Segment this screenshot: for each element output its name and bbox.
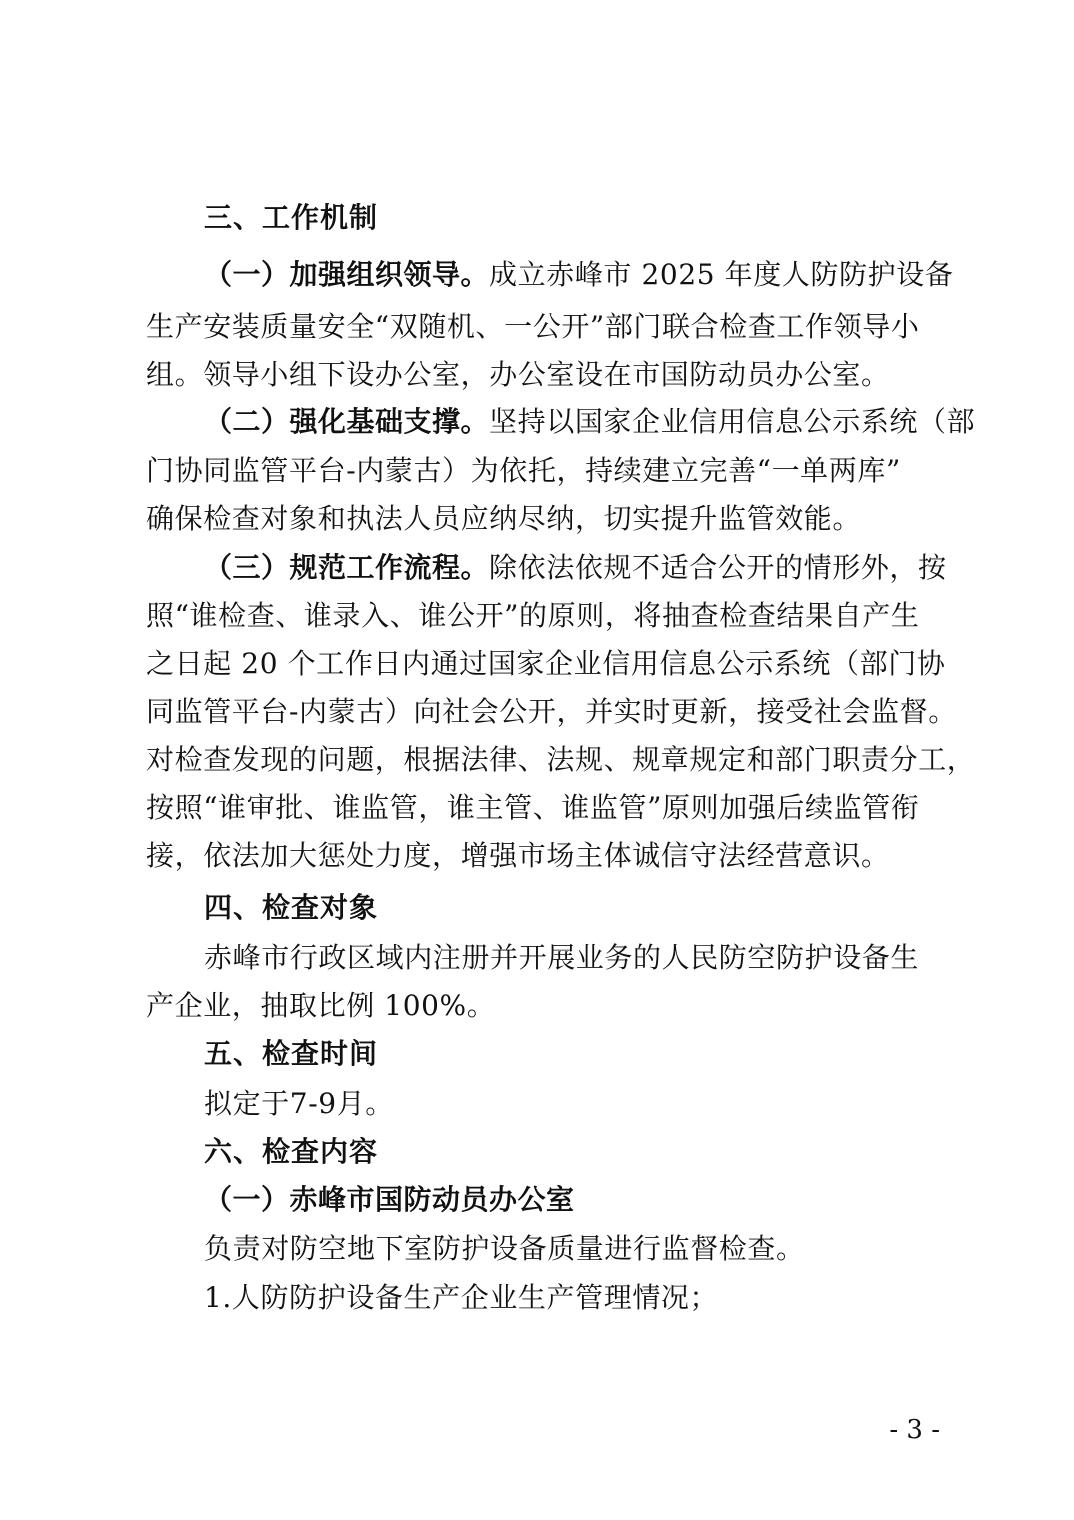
section-3-item-3-line-7: 接，依法加大惩处力度，增强市场主体诚信守法经营意识。 (146, 839, 890, 872)
section-3-item-1-line-3: 组。领导小组下设办公室，办公室设在市国防动员办公室。 (146, 358, 890, 391)
section-3-item-3-line-5: 对检查发现的问题，根据法律、法规、规章规定和部门职责分工， (146, 743, 976, 776)
item-2-text: 坚持以国家企业信用信息公示系统（部 (489, 405, 976, 438)
item-3-label: （三）规范工作流程。 (204, 551, 490, 584)
item-1-text: 成立赤峰市 2025 年度人防防护设备 (489, 258, 954, 291)
section-6-subheading-1: （一）赤峰市国防动员办公室 (204, 1183, 575, 1216)
section-4-line-1: 赤峰市行政区域内注册并开展业务的人民防空防护设备生 (204, 941, 920, 974)
page-number: - 3 - (889, 1415, 940, 1445)
section-3-item-2-first-line (204, 400, 976, 444)
section-3-item-1-line-2: 生产安装质量安全“双随机、一公开”部门联合检查工作领导小 (146, 310, 920, 343)
section-5-text: 拟定于7-9月。 (204, 1087, 394, 1120)
item-2-label: （二）强化基础支撑。 (204, 405, 490, 438)
section-5-heading: 五、检查时间 (204, 1037, 379, 1070)
section-3-heading: 三、工作机制 (204, 201, 379, 234)
section-3-item-2-line-3: 确保检查对象和执法人员应纳尽纳，切实提升监管效能。 (146, 502, 862, 535)
section-6-point-1: 1.人防防护设备生产企业生产管理情况； (204, 1281, 719, 1314)
item-3-text: 除依法依规不适合公开的情形外，按 (489, 551, 947, 584)
section-6-heading: 六、检查内容 (204, 1135, 379, 1168)
section-3-item-3-line-4: 同监管平台-内蒙古）向社会公开，并实时更新，接受社会监督。 (146, 695, 957, 728)
section-6-text: 负责对防空地下室防护设备质量进行监督检查。 (204, 1232, 805, 1265)
section-3-item-3-line-2: 照“谁检查、谁录入、谁公开”的原则，将抽查检查结果自产生 (146, 599, 920, 632)
section-3-item-1-first-line (204, 253, 954, 297)
section-4-heading: 四、检查对象 (204, 891, 379, 924)
section-3-item-3-line-3: 之日起 20 个工作日内通过国家企业信用信息公示系统（部门协 (146, 647, 946, 680)
section-4-line-2: 产企业，抽取比例 100%。 (146, 989, 496, 1022)
section-3-item-2-line-2: 门协同监管平台-内蒙古）为依托，持续建立完善“一单两库” (146, 454, 901, 487)
section-3-item-3-line-6: 按照“谁审批、谁监管，谁主管、谁监管”原则加强后续监管衔 (146, 791, 920, 824)
item-1-label: （一）加强组织领导。 (204, 258, 490, 291)
section-3-item-3-first-line (204, 546, 946, 590)
